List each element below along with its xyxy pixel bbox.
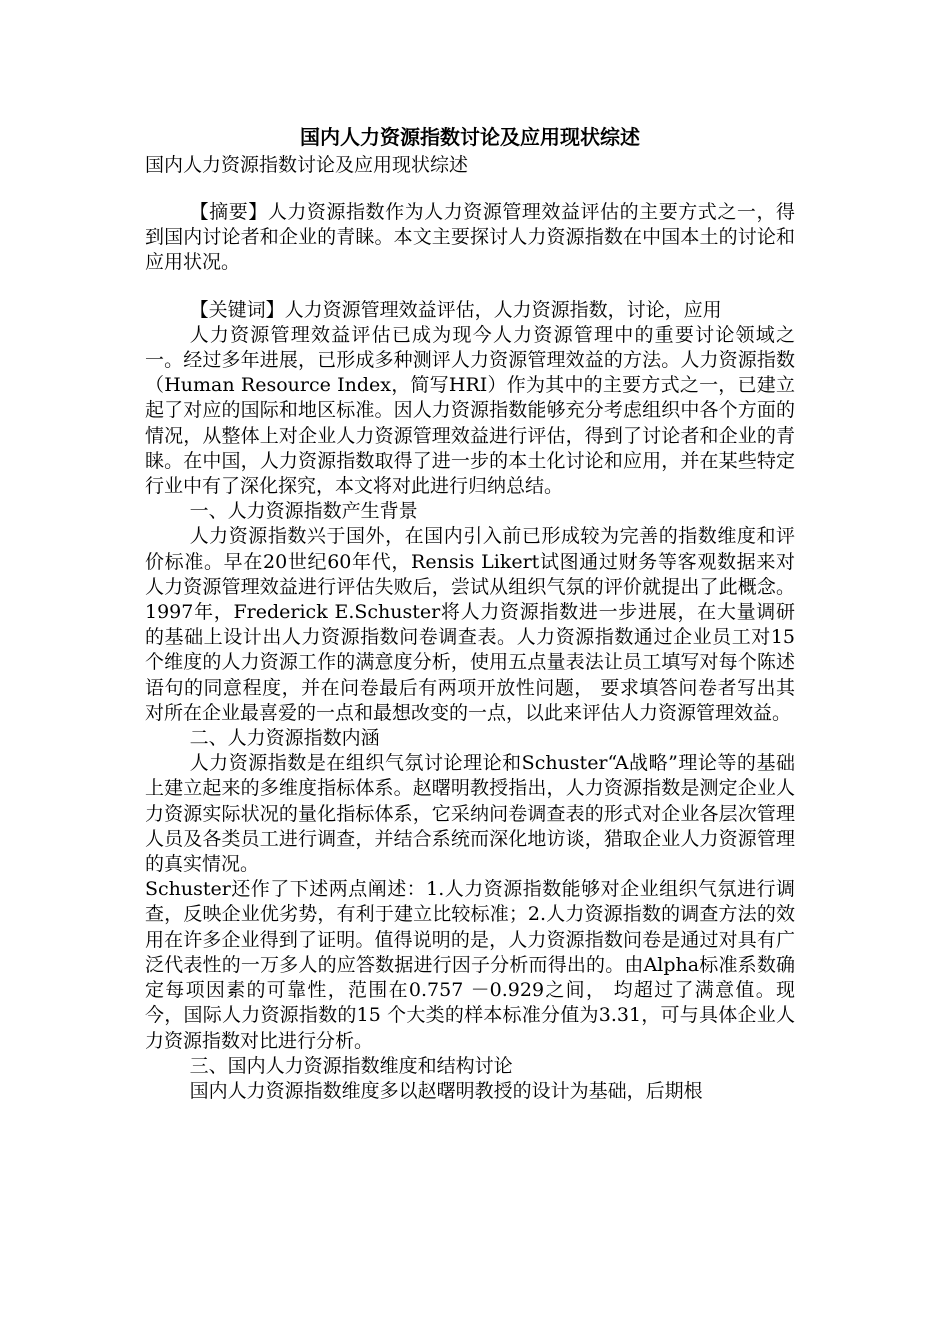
section-body-background: 人力资源指数兴于国外，在国内引入前已形成较为完善的指数维度和评价标准。早在20世纪60年代，Rensis Likert试图通过财务等客观数据来对人力资源管理效益进行评估失败后，尝试从组织气氛的评价就提出了此概念。1997年，Frederick E.Schuster将人力资源指数进一步进展，在大量调研的基础上设计出人力资源指数问卷调查表。人力资源指数通过企业员工对15个维度的人力资源工作的满意度分析，使用五点量表法让员工填写对每个陈述语句的同意程度，并在问卷最后有两项开放性问题， 要求填答问卷者写出其对所在企业最喜爱的一点和最想改变的一点，以此来评估人力资源管理效益。 bbox=[145, 525, 795, 724]
section-body-dimensions: 国内人力资源指数维度多以赵曙明教授的设计为基础，后期根 bbox=[189, 1079, 703, 1102]
keywords-paragraph: 【关键词】人力资源管理效益评估，人力资源指数，讨论，应用 bbox=[189, 298, 722, 321]
intro-paragraph: 人力资源管理效益评估已成为现今人力资源管理中的重要讨论领域之一。经过多年进展，已形成多种测评人力资源管理效益的方法。人力资源指数（Human Resource Index，简写HRI）作为其中的主要方式之一，已建立起了对应的国际和地区标准。因人力资源指数能够充分考虑组织中各个方面的情况，从整体上对企业人力资源管理效益进行评估，得到了讨论者和企业的青睐。在中国，人力资源指数取得了进一步的本土化讨论和应用，并在某些特定行业中有了深化探究，本文将对此进行归纳总结。 bbox=[145, 323, 795, 498]
abstract-paragraph: 【摘要】人力资源指数作为人力资源管理效益评估的主要方式之一，得到国内讨论者和企业的青睐。本文主要探讨人力资源指数在中国本土的讨论和应用状况。 bbox=[145, 201, 795, 274]
document-body bbox=[145, 122, 795, 1104]
document-title: 国内人力资源指数讨论及应用现状综述 bbox=[300, 125, 640, 149]
document-subtitle: 国内人力资源指数讨论及应用现状综述 bbox=[145, 154, 469, 176]
section-body-connotation: 人力资源指数是在组织气氛讨论理论和Schuster“A战略”理论等的基础上建立起来的多维度指标体系。赵曙明教授指出，人力资源指数是测定企业人力资源实际状况的量化指标体系，它采纳问卷调查表的形式对企业各层次管理人员及各类员工进行调查，并结合系统而深化地访谈，猎取企业人力资源管理的真实情况。 bbox=[145, 752, 795, 876]
section-heading-background: 一、人力资源指数产生背景 bbox=[189, 500, 418, 523]
section-heading-dimensions: 三、国内人力资源指数维度和结构讨论 bbox=[189, 1054, 513, 1077]
section-body-connotation-continued: Schuster还作了下述两点阐述：1.人力资源指数能够对企业组织气氛进行调查，反映企业优劣势，有利于建立比较标准；2.人力资源指数的调查方法的效用在许多企业得到了证明。值得说明的是，人力资源指数问卷是通过对具有广泛代表性的一万多人的应答数据进行因子分析而得出的。由Alpha标准系数确定每项因素的可靠性，范围在0.757 －0.929之间， 均超过了满意值。现今，国际人力资源指数的15 个大类的样本标准分值为3.31，可与具体企业人力资源指数对比进行分析。 bbox=[145, 878, 795, 1052]
section-heading-connotation: 二、人力资源指数内涵 bbox=[189, 727, 380, 750]
